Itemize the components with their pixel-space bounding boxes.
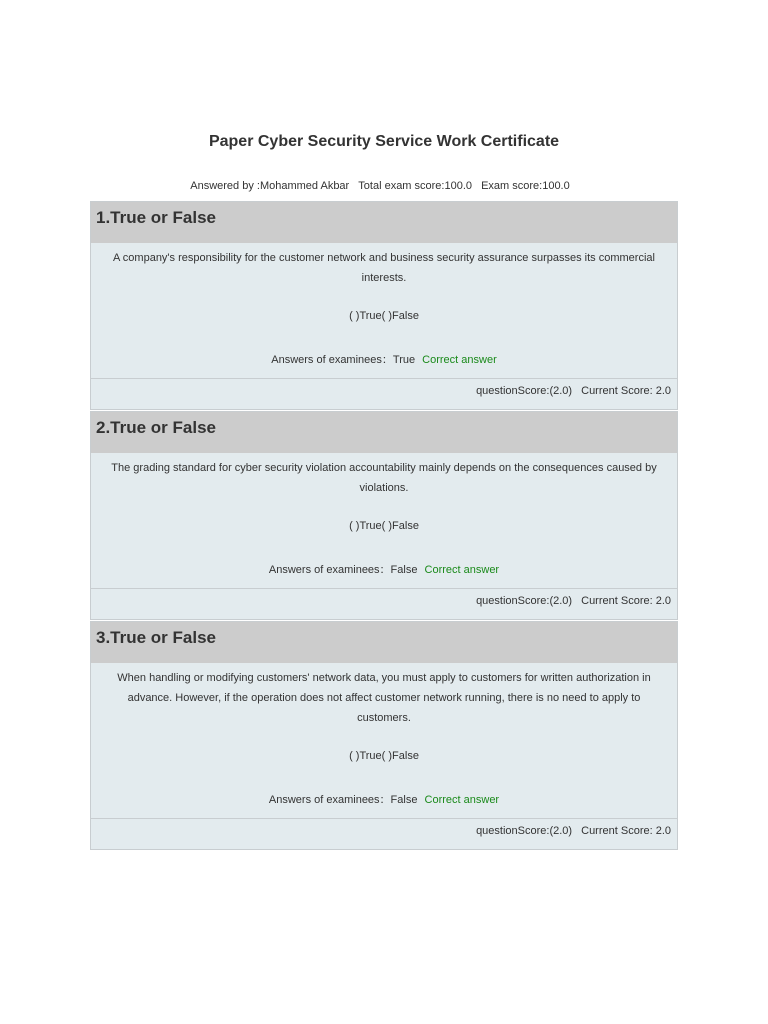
answer-status: Correct answer: [424, 564, 500, 576]
question-options: ( )True( )False: [349, 750, 419, 762]
current-score: Current Score: 2.0: [581, 385, 671, 397]
question-text: When handling or modifying customers' network data, you must apply to customers for written authorization in advance. However, if the operation does not affect customer network running, there is no need to apply to customers.: [117, 672, 651, 724]
question-heading: 1.True or False: [91, 202, 677, 243]
question-score: questionScore:(2.0): [476, 595, 573, 607]
question-list: [90, 201, 678, 851]
question-footer: [91, 588, 677, 619]
examinee-answer: [91, 351, 677, 378]
examinee-answer: [91, 561, 677, 588]
answer-status: Correct answer: [422, 354, 497, 366]
answer-label: Answers of examinees：False: [268, 794, 418, 806]
question-footer: [91, 818, 677, 849]
answer-status: Correct answer: [424, 794, 500, 806]
question-text: A company's responsibility for the customer network and business security assurance surpasses its commercial interests.: [113, 252, 655, 284]
question-card: [90, 201, 678, 410]
answered-by: Answered by :Mohammed Akbar: [190, 180, 350, 192]
question-score: questionScore:(2.0): [476, 385, 573, 397]
current-score: Current Score: 2.0: [581, 825, 671, 837]
question-card: [90, 621, 678, 850]
examinee-answer: [91, 791, 677, 818]
answer-label: Answers of examinees：True: [271, 354, 416, 366]
exam-meta: [0, 180, 760, 192]
question-card: [90, 411, 678, 620]
question-options: ( )True( )False: [349, 310, 419, 322]
exam-score: Exam score:100.0: [481, 180, 570, 192]
question-options: ( )True( )False: [349, 520, 419, 532]
question-text: The grading standard for cyber security violation accountability mainly depends on the consequences caused by violations.: [111, 462, 657, 494]
page-title: Paper Cyber Security Service Work Certificate: [208, 133, 560, 150]
current-score: Current Score: 2.0: [581, 595, 671, 607]
total-exam-score: Total exam score:100.0: [358, 180, 473, 192]
question-heading: 2.True or False: [91, 412, 677, 453]
answer-label: Answers of examinees：False: [268, 564, 418, 576]
question-footer: [91, 378, 677, 409]
question-heading: 3.True or False: [91, 622, 677, 663]
question-score: questionScore:(2.0): [476, 825, 573, 837]
